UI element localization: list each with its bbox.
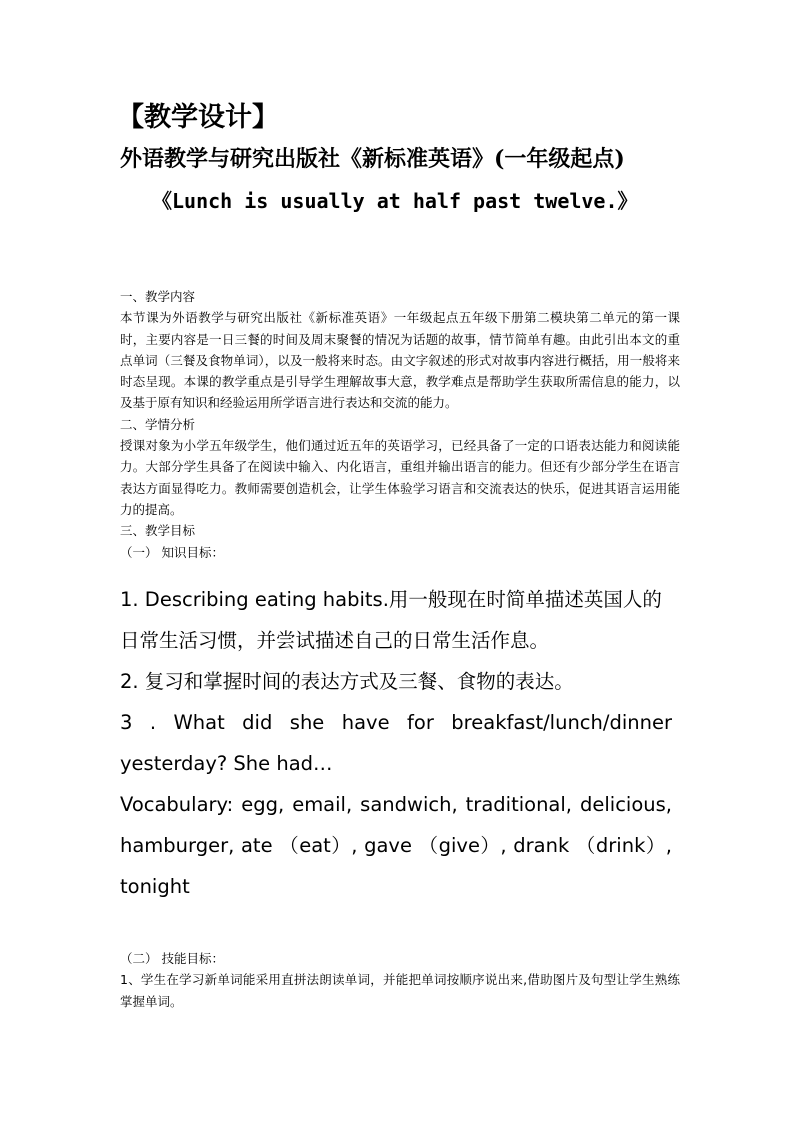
section-heading-objectives: 三、教学目标 <box>120 523 196 539</box>
knowledge-objectives-heading: （一） 知识目标： <box>120 544 224 560</box>
vocabulary-list: Vocabulary: egg, email, sandwich, traditional, delicious, hamburger, ate （eat）, gave （give）, drank （drink）, tonight <box>120 793 672 898</box>
section-analysis-paragraph: 授课对象为小学五年级学生，他们通过近五年的英语学习，已经具备了一定的口语表达能力和阅读能力。大部分学生具备了在阅读中输入、内化语言，重组并输出语言的能力。但还有少部分学生在语言表达方面显得吃力。教师需要创造机会，让学生体验学习语言和交流表达的快乐，促进其语言运用能力的提高。 <box>120 438 680 517</box>
publisher-subtitle: 外语教学与研究出版社《新标准英语》(一年级起点) <box>120 146 625 172</box>
section-heading-content: 一、教学内容 <box>120 289 196 304</box>
objective-item-1: 1. Describing eating habits.用一般现在时简单描述英国人的日常生活习惯，并尝试描述自己的日常生活作息。 <box>120 588 662 652</box>
skills-objectives-heading: （二） 技能目标： <box>120 951 224 966</box>
objective-item-2: 2. 复习和掌握时间的表达方式及三餐、食物的表达。 <box>120 670 574 693</box>
skills-objectives-paragraph: 1、学生在学习新单词能采用直拼法朗读单词，并能把单词按顺序说出来,借助图片及句型让学生熟练掌握单词。 <box>120 972 680 1009</box>
section-heading-analysis: 二、学情分析 <box>120 416 196 432</box>
section-content-paragraph: 本节课为外语教学与研究出版社《新标准英语》一年级起点五年级下册第二模块第二单元的第一课时，主要内容是一日三餐的时间及周末聚餐的情况为话题的故事，情节简单有趣。由此引出本文的重点单词（三餐及食物单词），以及一般将来时态。由文字叙述的形式对故事内容进行概括，用一般将来时态呈现。本课的教学重点是引导学生理解故事大意，教学难点是帮助学生获取所需信息的能力，以及基于原有知识和经验运用所学语言进行表达和交流的能力。 <box>120 310 680 411</box>
skills-section <box>120 948 680 1012</box>
lesson-title: 《Lunch is usually at half past twelve.》 <box>152 189 638 213</box>
document-title: 【教学设计】 <box>117 102 279 133</box>
section-content <box>120 286 680 563</box>
objective-item-3: 3 . What did she have for breakfast/lunch/dinner yesterday? She had… <box>120 711 672 775</box>
